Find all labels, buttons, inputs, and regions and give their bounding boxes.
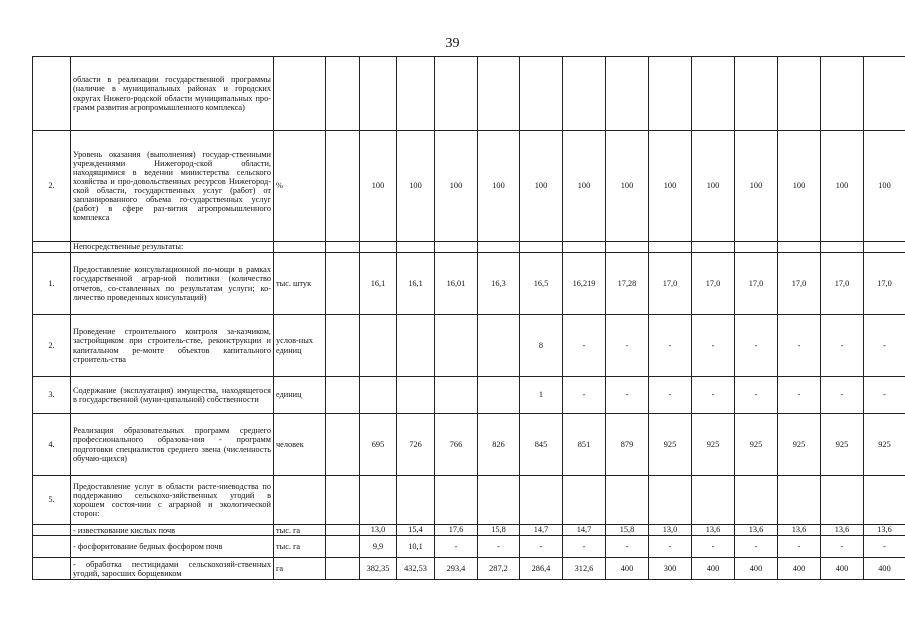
value-cell xyxy=(864,57,905,131)
table-row xyxy=(33,476,905,525)
value-cell xyxy=(360,377,397,414)
value-cell: 16,3 xyxy=(478,253,520,315)
row-number xyxy=(33,536,71,558)
table-row xyxy=(33,242,905,253)
value-cell: 100 xyxy=(606,131,649,242)
value-cell xyxy=(520,57,563,131)
value-cell xyxy=(778,476,821,525)
value-cell: 925 xyxy=(735,414,778,476)
value-cell xyxy=(478,242,520,253)
value-cell: 400 xyxy=(821,558,864,580)
table-row xyxy=(33,253,905,315)
unit-cell xyxy=(274,476,326,525)
row-number xyxy=(33,525,71,536)
unit-cell xyxy=(274,242,326,253)
value-cell: - xyxy=(864,315,905,377)
value-cell: 100 xyxy=(821,131,864,242)
value-cell: 100 xyxy=(864,131,905,242)
value-cell xyxy=(360,476,397,525)
indicator-table xyxy=(32,56,905,580)
value-cell: - xyxy=(692,315,735,377)
value-cell: 726 xyxy=(397,414,435,476)
value-cell: 925 xyxy=(864,414,905,476)
value-cell xyxy=(563,57,606,131)
value-cell xyxy=(735,57,778,131)
row-number xyxy=(33,242,71,253)
value-cell xyxy=(692,476,735,525)
value-cell: - xyxy=(778,536,821,558)
unit-cell: тыс. га xyxy=(274,536,326,558)
value-cell xyxy=(606,242,649,253)
indicator-description: - фосфоритование бедных фосфором почв xyxy=(71,536,274,558)
value-cell: 13,6 xyxy=(821,525,864,536)
value-cell xyxy=(864,242,905,253)
row-number: 2. xyxy=(33,131,71,242)
value-cell: 8 xyxy=(520,315,563,377)
value-cell xyxy=(397,57,435,131)
value-cell: 287,2 xyxy=(478,558,520,580)
table-row xyxy=(33,315,905,377)
value-cell: 695 xyxy=(360,414,397,476)
unit-cell: % xyxy=(274,131,326,242)
value-cell xyxy=(360,315,397,377)
value-cell xyxy=(360,57,397,131)
value-cell xyxy=(326,558,360,580)
table-row xyxy=(33,558,905,580)
value-cell: 13,6 xyxy=(735,525,778,536)
value-cell: - xyxy=(692,377,735,414)
value-cell: 100 xyxy=(397,131,435,242)
value-cell: - xyxy=(735,536,778,558)
value-cell: 925 xyxy=(778,414,821,476)
value-cell: 100 xyxy=(649,131,692,242)
value-cell xyxy=(735,476,778,525)
value-cell xyxy=(326,536,360,558)
indicator-description: Содержание (эксплуатация) имущества, находящегося в государственной (муни-ципальной) собственности xyxy=(71,377,274,414)
value-cell: 17,0 xyxy=(778,253,821,315)
value-cell: - xyxy=(864,536,905,558)
value-cell: 100 xyxy=(692,131,735,242)
value-cell: - xyxy=(864,377,905,414)
indicator-description: - известкование кислых почв xyxy=(71,525,274,536)
value-cell xyxy=(649,57,692,131)
value-cell: 16,1 xyxy=(397,253,435,315)
value-cell xyxy=(397,377,435,414)
indicator-description: Проведение строительного контроля за-казчиком, застройщиком при строитель-стве, реконструкции и капитальном ре-монте объектов капитального строитель-ства xyxy=(71,315,274,377)
value-cell: 766 xyxy=(435,414,478,476)
table-row xyxy=(33,414,905,476)
value-cell xyxy=(520,476,563,525)
value-cell xyxy=(326,242,360,253)
indicator-description: Непосредственные результаты: xyxy=(71,242,274,253)
value-cell xyxy=(435,315,478,377)
value-cell: - xyxy=(606,377,649,414)
value-cell xyxy=(397,315,435,377)
value-cell: 14,7 xyxy=(520,525,563,536)
value-cell xyxy=(606,57,649,131)
value-cell xyxy=(478,377,520,414)
value-cell xyxy=(326,57,360,131)
value-cell: 925 xyxy=(649,414,692,476)
value-cell: 9,9 xyxy=(360,536,397,558)
value-cell: 13,6 xyxy=(778,525,821,536)
page-number: 39 xyxy=(445,36,460,51)
value-cell: 16,5 xyxy=(520,253,563,315)
value-cell: 382,35 xyxy=(360,558,397,580)
indicator-description: Уровень оказания (выполнения) государ-ственными учреждениями Нижегород-ской области, находящимися в ведении министерства сельского хозяйства и про-довольственных ресурсов Нижегород-ской области, государственных услуг (работ) от запланированного объема го-сударственных услуг (работ) в сфере раз-вития агропромышленного комплекса xyxy=(71,131,274,242)
value-cell xyxy=(326,476,360,525)
value-cell: 100 xyxy=(435,131,478,242)
value-cell xyxy=(649,242,692,253)
row-number: 3. xyxy=(33,377,71,414)
value-cell xyxy=(326,525,360,536)
value-cell: 100 xyxy=(360,131,397,242)
value-cell xyxy=(606,476,649,525)
value-cell xyxy=(563,476,606,525)
value-cell: 17,28 xyxy=(606,253,649,315)
value-cell xyxy=(735,242,778,253)
value-cell: 13,0 xyxy=(360,525,397,536)
value-cell: 879 xyxy=(606,414,649,476)
value-cell: 10,1 xyxy=(397,536,435,558)
value-cell: 400 xyxy=(692,558,735,580)
value-cell: 400 xyxy=(778,558,821,580)
value-cell: 400 xyxy=(864,558,905,580)
value-cell xyxy=(649,476,692,525)
unit-cell: услов-ных единиц xyxy=(274,315,326,377)
row-number: 4. xyxy=(33,414,71,476)
value-cell: 925 xyxy=(692,414,735,476)
value-cell: 1 xyxy=(520,377,563,414)
value-cell xyxy=(397,476,435,525)
value-cell xyxy=(326,315,360,377)
table-row xyxy=(33,131,905,242)
value-cell: 851 xyxy=(563,414,606,476)
value-cell: - xyxy=(735,377,778,414)
value-cell: 845 xyxy=(520,414,563,476)
value-cell: 100 xyxy=(520,131,563,242)
value-cell: 400 xyxy=(606,558,649,580)
value-cell xyxy=(692,242,735,253)
indicator-description: области в реализации государственной программы (наличие в муниципальных районах и городских округах Нижего-родской области муниципальных про-грамм развития агропромышленного комплекса) xyxy=(71,57,274,131)
table-row xyxy=(33,536,905,558)
value-cell xyxy=(360,242,397,253)
value-cell: 286,4 xyxy=(520,558,563,580)
value-cell xyxy=(821,242,864,253)
unit-cell: единиц xyxy=(274,377,326,414)
row-number xyxy=(33,558,71,580)
value-cell: - xyxy=(821,377,864,414)
indicator-description: - обработка пестицидами сельскохозяй-ственных угодий, заросших борщевиком xyxy=(71,558,274,580)
value-cell: 15,8 xyxy=(606,525,649,536)
value-cell xyxy=(478,476,520,525)
row-number: 2. xyxy=(33,315,71,377)
row-number: 1. xyxy=(33,253,71,315)
value-cell: 17,0 xyxy=(735,253,778,315)
value-cell: 100 xyxy=(778,131,821,242)
value-cell: 432,53 xyxy=(397,558,435,580)
value-cell: 100 xyxy=(735,131,778,242)
value-cell xyxy=(821,57,864,131)
value-cell: - xyxy=(606,536,649,558)
value-cell: 13,6 xyxy=(864,525,905,536)
value-cell xyxy=(478,315,520,377)
unit-cell: тыс. штук xyxy=(274,253,326,315)
value-cell: 17,0 xyxy=(864,253,905,315)
value-cell: - xyxy=(821,315,864,377)
value-cell: - xyxy=(649,315,692,377)
indicator-description: Реализация образовательных программ среднего профессионального образова-ния - программ подготовки специалистов среднего звена (численность обучаю-щихся) xyxy=(71,414,274,476)
value-cell xyxy=(435,476,478,525)
value-cell: - xyxy=(649,377,692,414)
unit-cell: тыс. га xyxy=(274,525,326,536)
value-cell: - xyxy=(563,536,606,558)
value-cell xyxy=(435,242,478,253)
row-number xyxy=(33,57,71,131)
value-cell: - xyxy=(563,315,606,377)
value-cell xyxy=(778,242,821,253)
value-cell xyxy=(864,476,905,525)
table-row xyxy=(33,57,905,131)
value-cell: 17,0 xyxy=(821,253,864,315)
value-cell: 13,0 xyxy=(649,525,692,536)
value-cell: 16,01 xyxy=(435,253,478,315)
value-cell: 17,6 xyxy=(435,525,478,536)
value-cell: - xyxy=(649,536,692,558)
value-cell: - xyxy=(563,377,606,414)
value-cell xyxy=(435,377,478,414)
value-cell: - xyxy=(821,536,864,558)
value-cell: - xyxy=(778,377,821,414)
value-cell: 16,1 xyxy=(360,253,397,315)
value-cell: 826 xyxy=(478,414,520,476)
value-cell xyxy=(563,242,606,253)
unit-cell xyxy=(274,57,326,131)
value-cell: 300 xyxy=(649,558,692,580)
value-cell: 312,6 xyxy=(563,558,606,580)
value-cell: 100 xyxy=(478,131,520,242)
value-cell xyxy=(326,131,360,242)
unit-cell: га xyxy=(274,558,326,580)
value-cell: - xyxy=(435,536,478,558)
value-cell: 400 xyxy=(735,558,778,580)
value-cell xyxy=(435,57,478,131)
unit-cell: человек xyxy=(274,414,326,476)
value-cell: 293,4 xyxy=(435,558,478,580)
value-cell xyxy=(778,57,821,131)
indicator-description: Предоставление консультационной по-мощи в рамках государственной аграр-ной политики (количество отчетов, со-ставленных по результатам услуги; ко-личество проведенных консультаций) xyxy=(71,253,274,315)
value-cell: 17,0 xyxy=(692,253,735,315)
value-cell xyxy=(821,476,864,525)
indicator-description: Предоставление услуг в области расте-ниеводства по поддержанию сельскохо-зяйственных угодий в хорошем состоя-нии с аграрной и экологической сторон: xyxy=(71,476,274,525)
value-cell: 15,8 xyxy=(478,525,520,536)
value-cell: 16,219 xyxy=(563,253,606,315)
value-cell: - xyxy=(520,536,563,558)
value-cell: 17,0 xyxy=(649,253,692,315)
row-number: 5. xyxy=(33,476,71,525)
value-cell xyxy=(326,253,360,315)
value-cell xyxy=(326,377,360,414)
value-cell: - xyxy=(778,315,821,377)
value-cell: - xyxy=(692,536,735,558)
value-cell: 100 xyxy=(563,131,606,242)
value-cell xyxy=(326,414,360,476)
table-row xyxy=(33,525,905,536)
value-cell: - xyxy=(478,536,520,558)
value-cell: 925 xyxy=(821,414,864,476)
value-cell: 13,6 xyxy=(692,525,735,536)
value-cell xyxy=(397,242,435,253)
value-cell xyxy=(520,242,563,253)
value-cell: - xyxy=(735,315,778,377)
value-cell: 15,4 xyxy=(397,525,435,536)
table-row xyxy=(33,377,905,414)
value-cell: 14,7 xyxy=(563,525,606,536)
value-cell xyxy=(478,57,520,131)
value-cell xyxy=(692,57,735,131)
value-cell: - xyxy=(606,315,649,377)
